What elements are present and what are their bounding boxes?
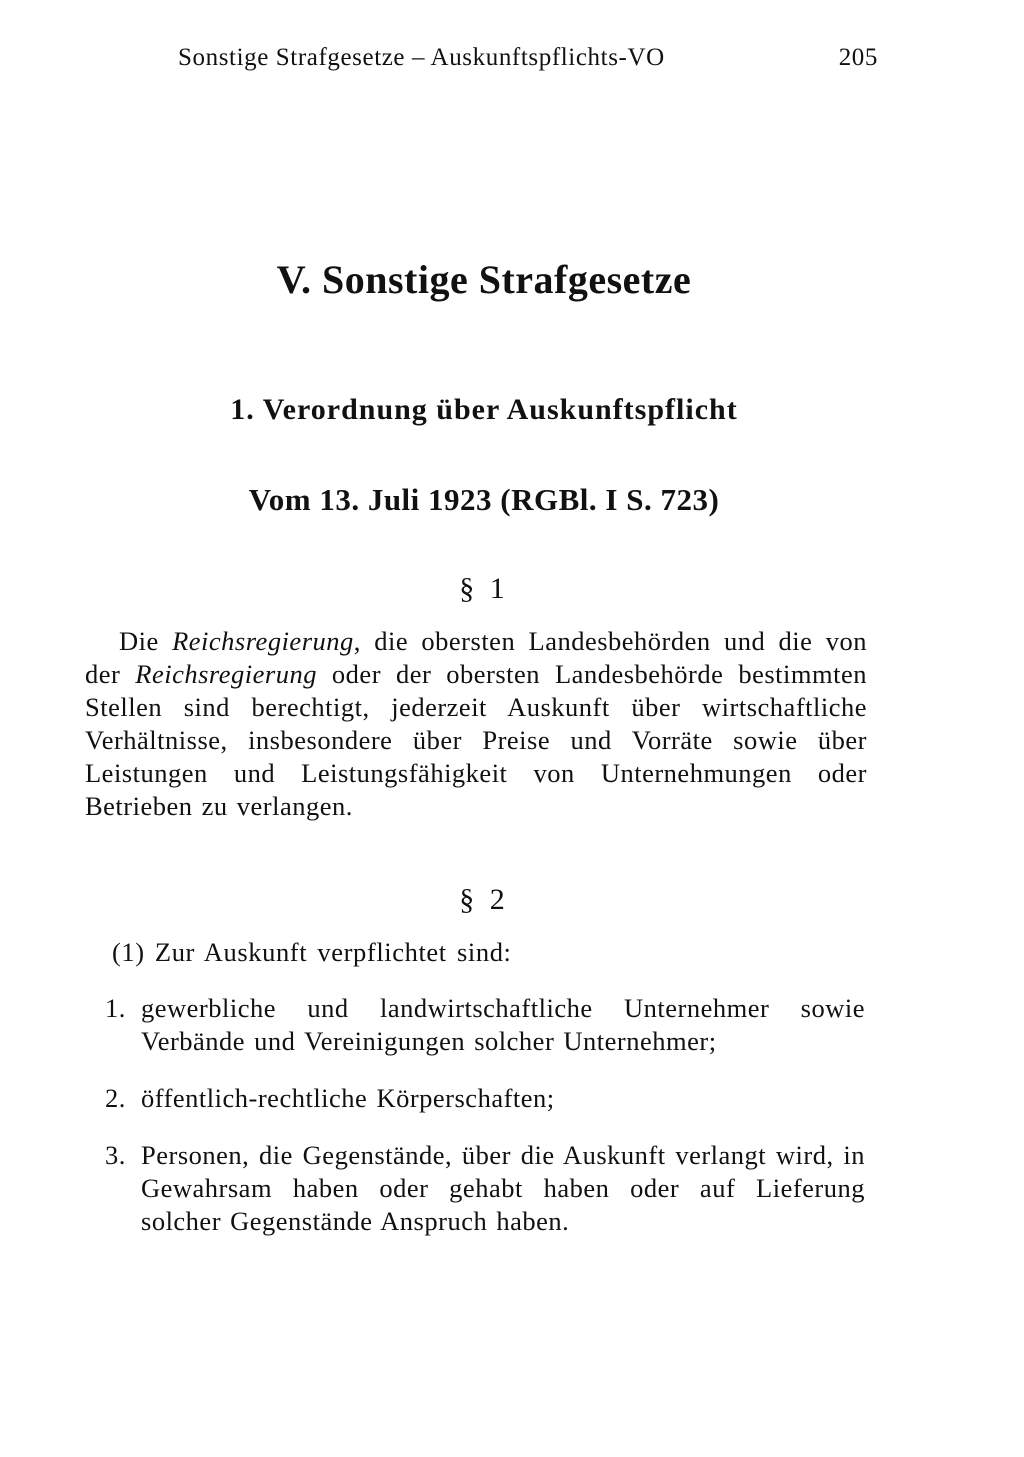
chapter-title: V. Sonstige Strafgesetze [276,257,692,302]
list-item-number: 1. [105,993,126,1023]
list-item-number: 3. [105,1140,126,1170]
running-head [178,44,878,84]
list-item-number: 2. [105,1083,126,1113]
obligation-list [105,992,865,1262]
list-item-text: gewerbliche und landwirtschaftliche Unternehmer sowie Verbände und Vereinigungen solcher Unternehmer; [141,993,865,1056]
section-1-text [85,625,867,823]
section-1-text-part: oder der obersten Landesbehörde bestimmten Stellen sind berechtigt, jederzeit Auskunft über wirtschaftliche Verhältnisse, insbesondere über Preise und Vorräte sowie über Leistungen und Leistungsfähigkeit von Unternehmungen oder Betrieben zu verlangen. [85,659,867,821]
law-title: 1. Verordnung über Auskunftspflicht [230,393,738,426]
page-number: 205 [838,44,878,71]
list-item [105,1082,865,1115]
section-1-heading: § 1 [459,572,509,605]
section-1-emphasis: Reichsregierung [172,626,354,656]
running-head-title: Sonstige Strafgesetze – Auskunftspflichts-VO [178,44,665,71]
section-1-text-part: , die obersten Landesbehörden und die von der [85,626,867,689]
section-2-heading: § 2 [459,883,509,916]
list-item [105,992,865,1058]
section-2-lead: (1) Zur Auskunft verpflichtet sind: [112,937,512,967]
law-date: Vom 13. Juli 1923 (RGBl. I S. 723) [248,482,720,517]
list-item [105,1139,865,1238]
list-item-text: Personen, die Gegenstände, über die Auskunft verlangt wird, in Gewahrsam haben oder gehabt haben oder auf Lieferung solcher Gegenstände Anspruch haben. [141,1140,865,1236]
list-item-text: öffentlich-rechtliche Körperschaften; [141,1083,555,1113]
section-1-emphasis: Reichsregierung [135,659,317,689]
section-1-text-part: Die [119,626,173,656]
